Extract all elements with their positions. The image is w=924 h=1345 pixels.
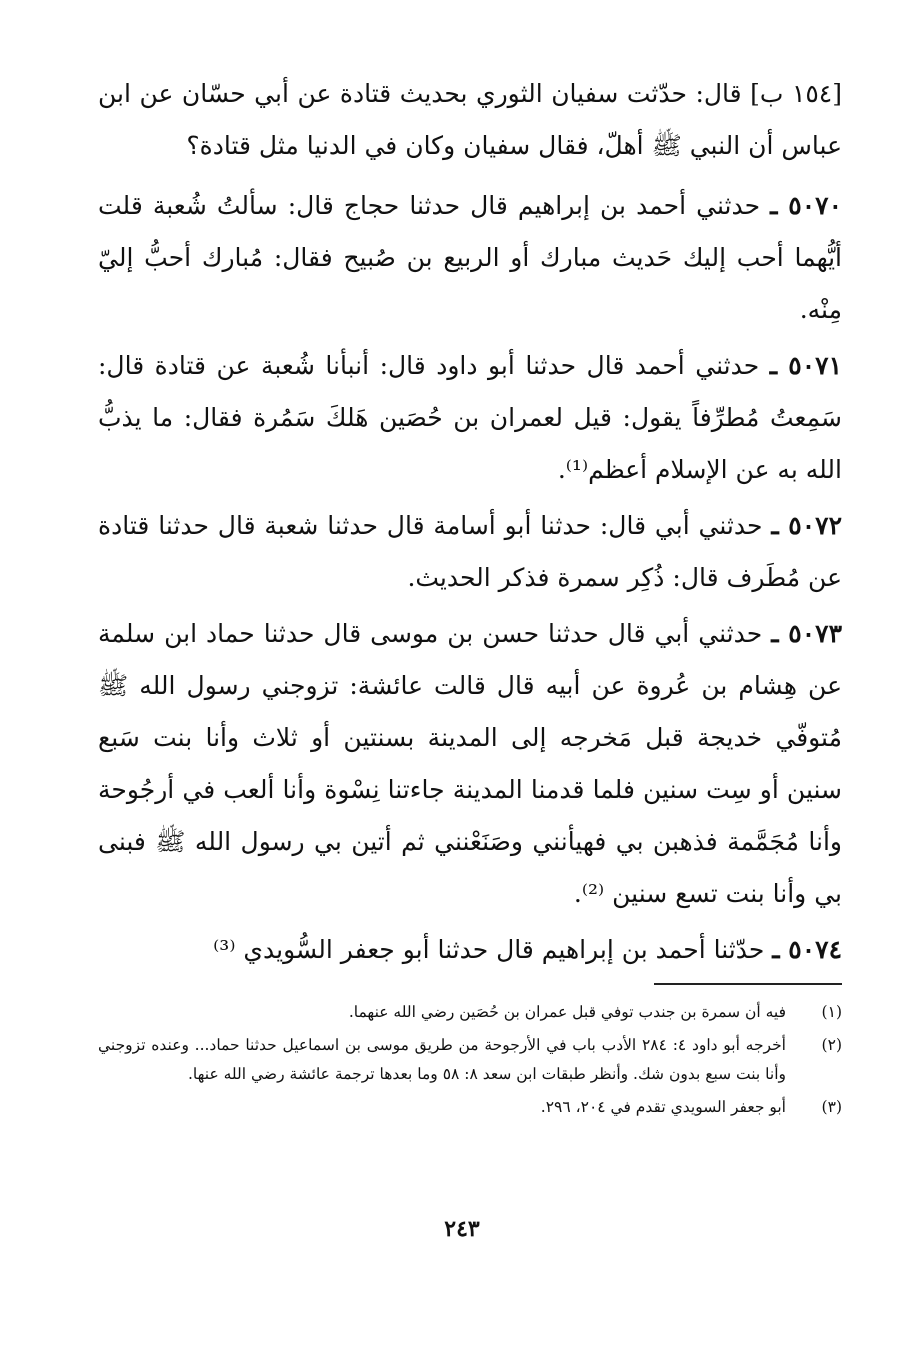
paragraph-text: حدثني أحمد بن إبراهيم قال حدثنا حجاج قال: سألتُ شُعبة قلت أيُّهما أحب إليك حَديث مبارك أو الربيع بن صُبيح فقال: مُبارك أحبُّ إليّ مِنْه. <box>98 191 842 324</box>
paragraph-text: حدثني أحمد قال حدثنا أبو داود قال: أنبأنا شُعبة عن قتادة قال: سَمِعتُ مُطرِّفاً يقول: قيل لعمران بن حُصَين هَلكَ سَمُرة فقال: ما يذبُّ الله به عن الإسلام أعظم⁽¹⁾. <box>98 351 842 484</box>
footnotes <box>98 998 842 1126</box>
hadith-5073 <box>98 608 842 920</box>
footnote-1 <box>98 998 842 1027</box>
footnote-text: فيه أن سمرة بن جندب توفي قبل عمران بن حُصَين رضي الله عنهما. <box>348 1003 786 1021</box>
footnote-2 <box>98 1031 842 1089</box>
hadith-number: ٥٠٧١ ـ <box>769 351 842 380</box>
footnote-3 <box>98 1093 842 1122</box>
hadith-5072 <box>98 500 842 604</box>
paragraph-continuation <box>98 68 842 172</box>
footnote-separator <box>654 983 842 985</box>
hadith-5070 <box>98 180 842 336</box>
footnote-text: أخرجه أبو داود ٤: ٢٨٤ الأدب باب في الأرجوحة من طريق موسى بن اسماعيل حدثنا حماد... وعنده تزوجني وأنا بنت سبع بدون شك. وأنظر طبقات ابن سعد ٨: ٥٨ وما بعدها ترجمة عائشة رضي الله عنها. <box>98 1036 786 1083</box>
hadith-5071 <box>98 340 842 496</box>
paragraph-text: [١٥٤ ب] قال: حدّثت سفيان الثوري بحديث قتادة عن أبي حسّان عن ابن عباس أن النبي ﷺ أهلّ، فقال سفيان وكان في الدنيا مثل قتادة؟ <box>98 79 842 160</box>
paragraph-text: حدثني أبي قال حدثنا حسن بن موسى قال حدثنا حماد ابن سلمة عن هِشام بن عُروة عن أبيه قال قالت عائشة: تزوجني رسول الله ﷺ مُتوفّي خديجة قبل مَخرجه إلى المدينة بسنتين أو ثلاث وأنا بنت سَبع سنين أو سِت سنين فلما قدمنا المدينة جاءتنا نِسْوة وأنا ألعب في أرجُوحة وأنا مُجَمَّمة فذهبن بي فهيأنني وصَنَعْنني ثم أتين بي رسول الله ﷺ فبنى بي وأنا بنت تسع سنين ⁽²⁾. <box>98 619 842 908</box>
main-text <box>98 68 842 980</box>
footnote-text: أبو جعفر السويدي تقدم في ٢٠٤، ٢٩٦. <box>540 1098 786 1116</box>
footnote-mark: (٣) <box>821 1098 842 1116</box>
footnote-mark: (١) <box>821 1003 842 1021</box>
hadith-5074 <box>98 924 842 976</box>
paragraph-text: حدّثنا أحمد بن إبراهيم قال حدثنا أبو جعفر السُّويدي ⁽³⁾ <box>213 935 765 964</box>
footnote-mark: (٢) <box>821 1036 842 1054</box>
hadith-number: ٥٠٧٣ ـ <box>771 619 842 648</box>
paragraph-text: حدثني أبي قال: حدثنا أبو أسامة قال حدثنا شعبة قال حدثنا قتادة عن مُطَرف قال: ذُكِر سمرة فذكر الحديث. <box>98 511 842 592</box>
page-number: ٢٤٣ <box>444 1216 480 1242</box>
hadith-number: ٥٠٧٢ ـ <box>771 511 843 540</box>
hadith-number: ٥٠٧٤ ـ <box>772 935 842 964</box>
hadith-number: ٥٠٧٠ ـ <box>770 191 843 220</box>
